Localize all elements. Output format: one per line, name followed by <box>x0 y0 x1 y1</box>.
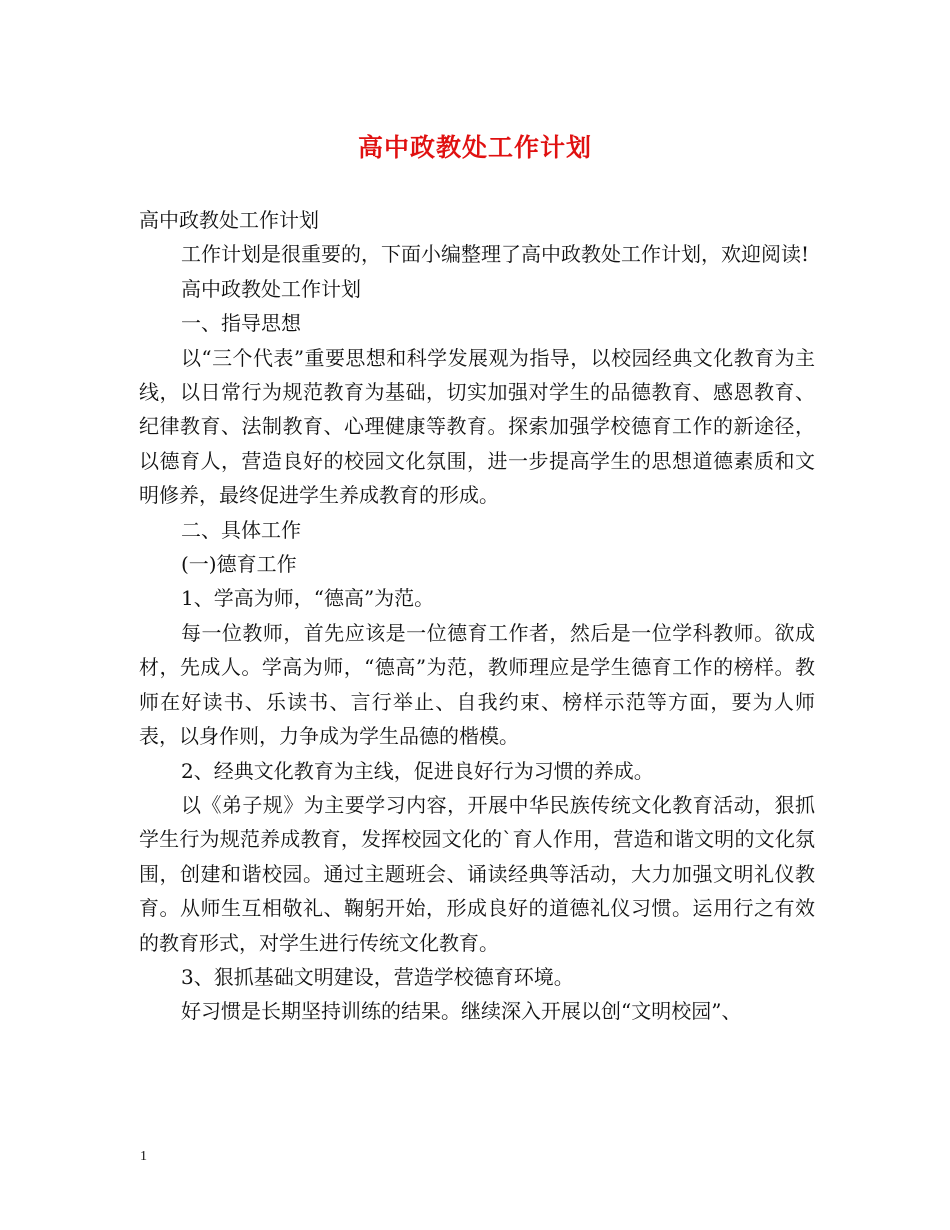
item-heading: 2、经典文化教育为主线，促进良好行为习惯的养成。 <box>181 758 654 783</box>
item-heading: 1、学高为师，“德高”为范。 <box>181 586 435 611</box>
page-number: 1 <box>140 1149 147 1164</box>
section-heading: 二、具体工作 <box>181 517 301 542</box>
paragraph: 以“三个代表”重要思想和科学发展观为指导，以校园经典文化教育为主线，以日常行为规范教育为基础，切实加强对学生的品德教育、感恩教育、纪律教育、法制教育、心理健康等教育。探索加强学校德育工作的新途径，以德育人，营造良好的校园文化氛围，进一步提高学生的思想道德素质和文明修养，最终促进学生养成教育的形成。 <box>139 345 815 508</box>
document-title: 高中政教处工作计划 <box>357 133 592 162</box>
paragraph: 高中政教处工作计划 <box>139 208 319 232</box>
subsection-heading: (一)德育工作 <box>181 552 297 577</box>
item-heading: 3、狠抓基础文明建设，营造学校德育环境。 <box>181 964 574 989</box>
paragraph: 每一位教师，首先应该是一位德育工作者，然后是一位学科教师。欲成材，先成人。学高为师，“德高”为范，教师理应是学生德育工作的榜样。教师在好读书、乐读书、言行举止、自我约束、榜样示范等方面，要为人师表，以身作则，力争成为学生品德的楷模。 <box>139 620 815 749</box>
paragraph: 以《弟子规》为主要学习内容，开展中华民族传统文化教育活动，狠抓学生行为规范养成教育，发挥校园文化的`育人作用，营造和谐文明的文化氛围，创建和谐校园。通过主题班会、诵读经典等活动，大力加强文明礼仪教育。从师生互相敬礼、鞠躬开始，形成良好的道德礼仪习惯。运用行之有效的教育形式，对学生进行传统文化教育。 <box>139 792 815 955</box>
paragraph: 高中政教处工作计划 <box>181 276 361 301</box>
paragraph: 好习惯是长期坚持训练的结果。继续深入开展以创“文明校园”、 <box>181 999 742 1024</box>
paragraph: 工作计划是很重要的，下面小编整理了高中政教处工作计划，欢迎阅读! <box>181 242 810 267</box>
document-body <box>139 203 815 1029</box>
section-heading: 一、指导思想 <box>181 311 301 336</box>
